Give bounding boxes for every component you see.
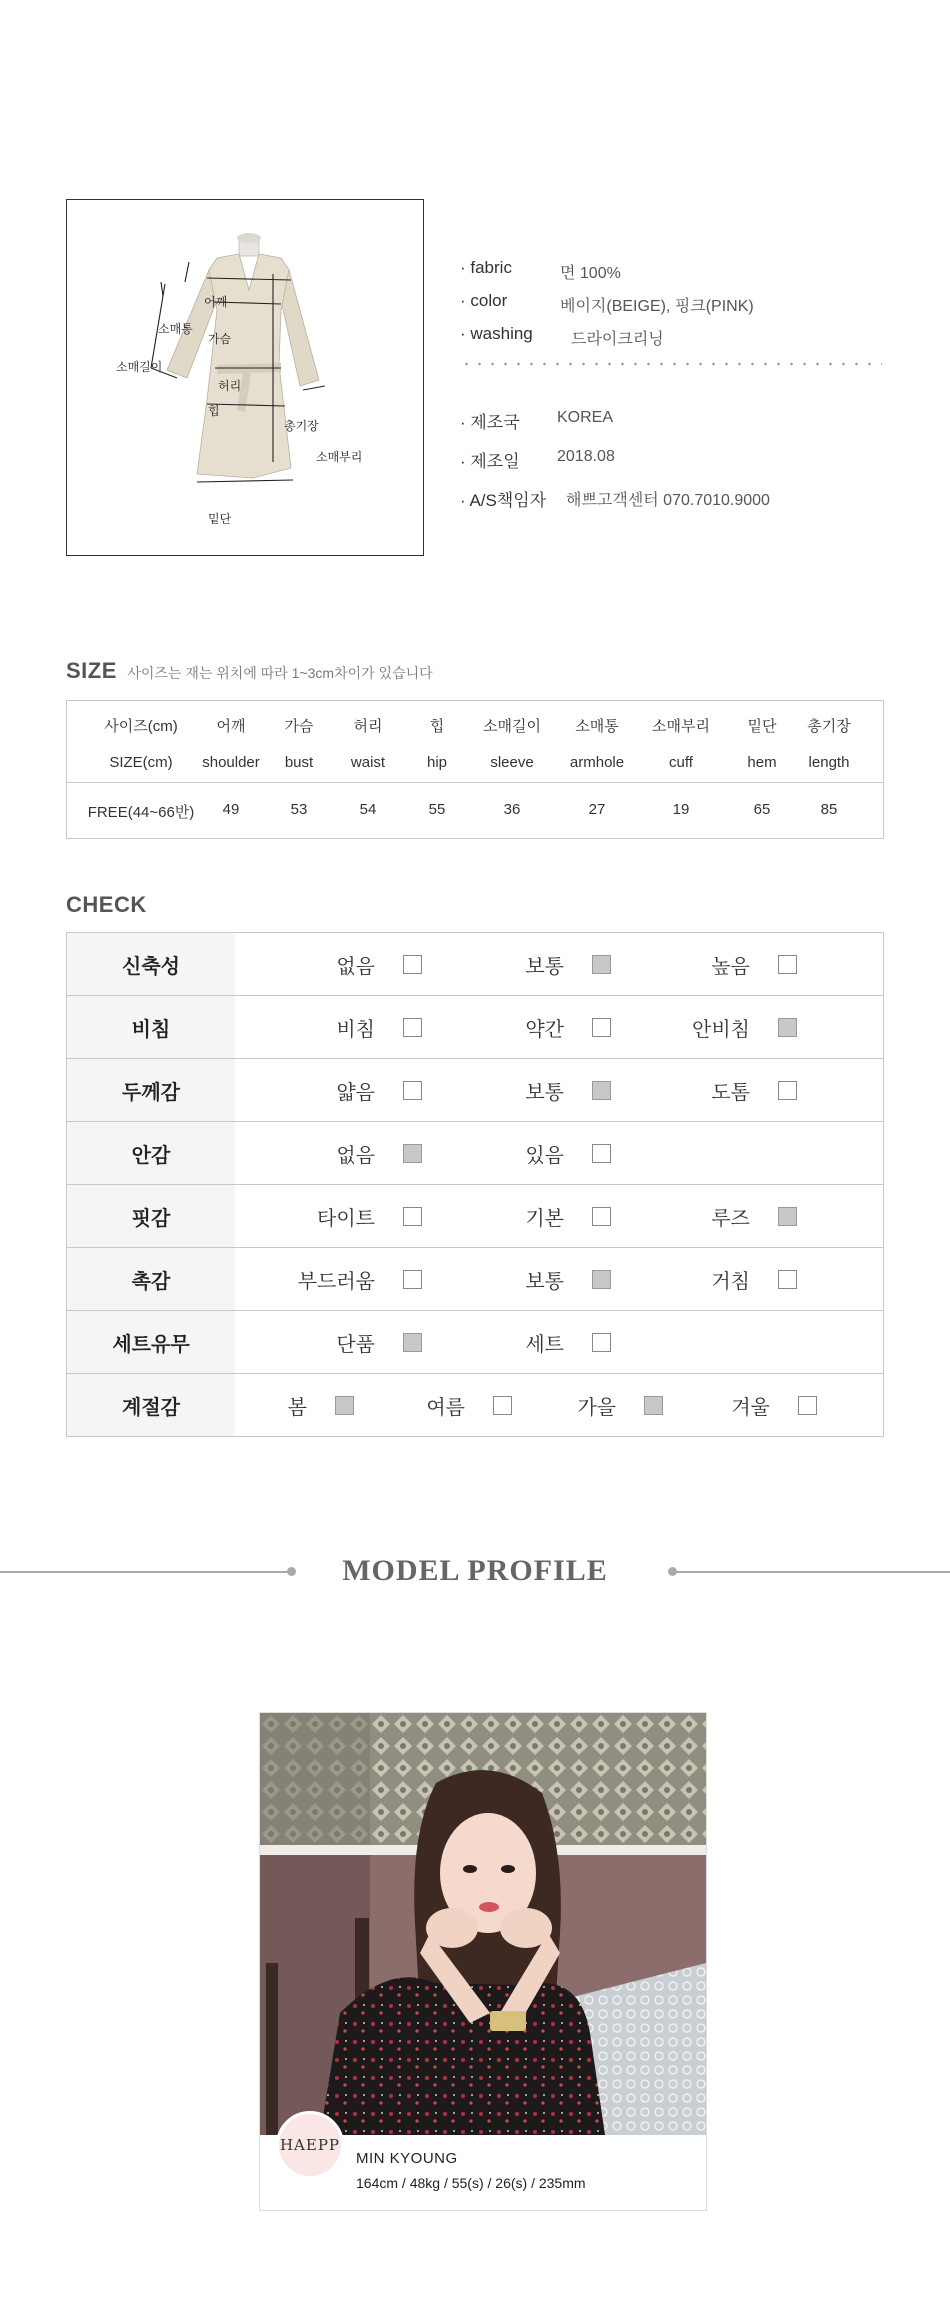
checkbox[interactable] [778, 1081, 797, 1100]
model-card [259, 1712, 707, 2211]
info-washing [460, 324, 664, 348]
checkbox[interactable] [644, 1396, 663, 1415]
check-row-fit: 핏감 타이트 기본 루즈 [67, 1185, 883, 1248]
check-row-season: 계절감 봄 여름 가을 겨울 [67, 1374, 883, 1436]
brand-badge: HAEPP [276, 2111, 344, 2179]
checkbox[interactable] [778, 1270, 797, 1289]
dress-illustration [67, 200, 423, 555]
info-fabric-label: · fabric [460, 258, 512, 277]
checkbox[interactable] [778, 955, 797, 974]
info-origin-value: KOREA [557, 409, 614, 426]
info-color-label: · color [460, 291, 508, 310]
check-row-label: 촉감 [67, 1248, 235, 1310]
info-date [460, 447, 615, 472]
size-col-hip: 힙 hip [426, 718, 448, 771]
checkbox[interactable] [403, 1081, 422, 1100]
size-value-shoulder: 49 [222, 801, 240, 818]
diagram-label-armhole: 소매통 [158, 322, 193, 336]
size-value-hem: 65 [753, 801, 771, 818]
size-value-armhole: 27 [588, 801, 606, 818]
diagram-label-sleeve: 소매길이 [116, 360, 163, 374]
check-row-lining: 안감 없음 있음 [67, 1122, 883, 1185]
checkbox[interactable] [592, 1018, 611, 1037]
info-date-label: · 제조일 [460, 452, 520, 471]
checkbox[interactable] [592, 1207, 611, 1226]
size-col-sleeve: 소매길이 sleeve [483, 718, 541, 771]
check-table [66, 932, 884, 1437]
size-col-shoulder: 어깨 shoulder [202, 718, 260, 771]
checkbox[interactable] [592, 1144, 611, 1163]
checkbox[interactable] [493, 1396, 512, 1415]
check-row-set: 세트유무 단품 세트 [67, 1311, 883, 1374]
check-row-transparency: 비침 비침 약간 안비침 [67, 996, 883, 1059]
diagram-label-waist: 허리 [218, 379, 242, 393]
size-value-hip: 55 [428, 801, 446, 818]
diagram-label-hip: 힙 [208, 404, 220, 418]
info-origin [460, 408, 614, 433]
model-profile-title: MODEL PROFILE [342, 1554, 608, 1587]
size-value-waist: 54 [359, 801, 377, 818]
size-value-length: 85 [820, 801, 838, 818]
check-row-label: 계절감 [67, 1374, 235, 1436]
size-col-armhole: 소매통 armhole [569, 718, 625, 771]
checkbox[interactable] [778, 1018, 797, 1037]
diagram-label-bust: 가슴 [208, 332, 232, 346]
model-stats: 164cm / 48kg / 55(s) / 26(s) / 235mm [356, 2175, 586, 2191]
checkbox[interactable] [403, 1270, 422, 1289]
diagram-label-hem: 밑단 [208, 512, 232, 526]
check-row-label: 핏감 [67, 1185, 235, 1247]
checkbox[interactable] [592, 1270, 611, 1289]
size-value-size: FREE(44~66반) [87, 804, 195, 821]
size-col-cuff: 소매부리 cuff [652, 718, 710, 771]
size-value-sleeve: 36 [503, 801, 521, 818]
check-row-label: 두께감 [67, 1059, 235, 1121]
size-col-length: 총기장 length [807, 718, 851, 771]
info-washing-value: 드라이크리닝 [571, 331, 664, 348]
size-col-waist: 허리 waist [350, 718, 386, 771]
size-header-row [67, 701, 883, 783]
info-as-label: · A/S책임자 [460, 491, 547, 510]
info-origin-label: · 제조국 [460, 413, 520, 432]
diagram-label-length: 총기장 [284, 419, 319, 433]
info-as [460, 486, 770, 511]
info-color-value: 베이지(BEIGE), 핑크(PINK) [560, 298, 754, 315]
size-col-bust: 가슴 bust [284, 718, 314, 771]
checkbox[interactable] [403, 1207, 422, 1226]
info-fabric [460, 258, 621, 282]
checkbox[interactable] [335, 1396, 354, 1415]
checkbox[interactable] [592, 955, 611, 974]
size-data-row [67, 783, 883, 838]
check-row-label: 신축성 [67, 933, 235, 995]
check-row-stretch: 신축성 없음 보통 높음 [67, 933, 883, 996]
size-table [66, 700, 884, 839]
size-value-cuff: 19 [672, 801, 690, 818]
checkbox[interactable] [403, 1018, 422, 1037]
check-row-thickness: 두께감 얇음 보통 도톰 [67, 1059, 883, 1122]
checkbox[interactable] [592, 1333, 611, 1352]
diagram-label-cuff: 소매부리 [316, 450, 363, 464]
info-as-value: 해쁘고객센터 070.7010.9000 [566, 492, 770, 509]
check-row-touch: 촉감 부드러움 보통 거침 [67, 1248, 883, 1311]
size-section-title [66, 658, 433, 684]
size-diagram [66, 199, 424, 556]
divider-line-right [672, 1571, 950, 1573]
model-photo [260, 1713, 706, 2135]
checkbox[interactable] [403, 955, 422, 974]
size-col-size: 사이즈(cm) SIZE(cm) [104, 718, 178, 771]
info-color [460, 291, 754, 315]
checkbox[interactable] [592, 1081, 611, 1100]
check-title: CHECK [66, 892, 147, 917]
diagram-label-shoulder: 어깨 [204, 295, 228, 309]
size-value-bust: 53 [290, 801, 308, 818]
checkbox[interactable] [403, 1144, 422, 1163]
dotted-divider [460, 362, 882, 366]
checkbox[interactable] [778, 1207, 797, 1226]
info-washing-label: · washing [460, 324, 533, 343]
check-row-label: 세트유무 [67, 1311, 235, 1373]
check-row-label: 안감 [67, 1122, 235, 1184]
checkbox[interactable] [403, 1333, 422, 1352]
size-title: SIZE [66, 658, 117, 683]
check-row-label: 비침 [67, 996, 235, 1058]
size-note: 사이즈는 재는 위치에 따라 1~3cm차이가 있습니다 [127, 665, 433, 681]
info-date-value: 2018.08 [557, 448, 615, 465]
info-fabric-value: 면 100% [560, 265, 621, 282]
checkbox[interactable] [798, 1396, 817, 1415]
size-col-hem: 밑단 hem [747, 718, 777, 771]
model-name: MIN KYOUNG [356, 2150, 458, 2167]
